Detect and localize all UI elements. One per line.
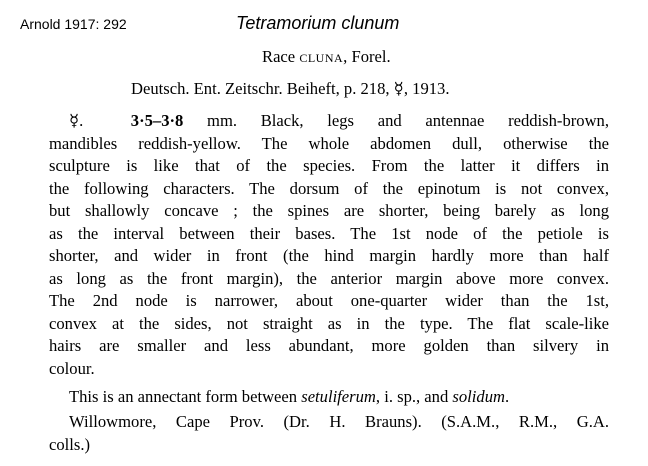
description-line-7: shorter, and wider in front (the hind margin hardly more than half bbox=[49, 246, 609, 265]
race-name: cluna bbox=[299, 47, 344, 66]
citation: Deutsch. Ent. Zeitschr. Beiheft, p. 218, ☿, 1913. bbox=[131, 79, 450, 98]
annectant-note: This is an annectant form between setuliferum, i. sp., and solidum. bbox=[69, 387, 510, 406]
description-line-11: hairs are smaller and less abundant, more golden than silvery in bbox=[49, 336, 609, 355]
species-setuliferum: setuliferum bbox=[301, 387, 376, 406]
description-line-6: as the interval between their bases. The 1st node of the petiole is bbox=[49, 223, 609, 243]
description-paragraph bbox=[49, 110, 609, 380]
locality-line-1: Willowmore, Cape Prov. (Dr. H. Brauns). (S.A.M., R.M., G.A. bbox=[69, 412, 609, 431]
description-line-2: mandibles reddish-yellow. The whole abdomen dull, otherwise the bbox=[49, 133, 609, 153]
taxon-title: Tetramorium clunum bbox=[236, 13, 400, 33]
species-solidum: solidum bbox=[452, 387, 505, 406]
description-line-8: as long as the front margin), the anterior margin above more convex. bbox=[49, 268, 609, 288]
locality-record bbox=[49, 411, 609, 456]
description-line-9: The 2nd node is narrower, about one-quarter wider than the 1st, bbox=[49, 291, 609, 310]
description-line-3: sculpture is like that of the species. From the latter it differs in bbox=[49, 156, 609, 175]
source-reference: Arnold 1917: 292 bbox=[20, 16, 127, 32]
race-prefix: Race bbox=[262, 47, 296, 66]
description-line-12: colour. bbox=[49, 358, 95, 378]
description-line-10: convex at the sides, not straight as in the type. The flat scale-like bbox=[49, 313, 609, 333]
worker-symbol: ☿. bbox=[69, 111, 84, 130]
locality-line-2: colls.) bbox=[49, 434, 91, 454]
description-line-5: but shallowly concave ; the spines are shorter, being barely as long bbox=[49, 201, 609, 220]
race-author: , Forel. bbox=[343, 47, 391, 66]
description-line-1: ☿. 3·5–3·8 mm. Black, legs and antennae reddish-brown, bbox=[69, 111, 609, 130]
race-heading bbox=[262, 47, 391, 67]
size-range: 3·5–3·8 bbox=[130, 111, 184, 130]
description-line-4: the following characters. The dorsum of the epinotum is not convex, bbox=[49, 178, 609, 198]
